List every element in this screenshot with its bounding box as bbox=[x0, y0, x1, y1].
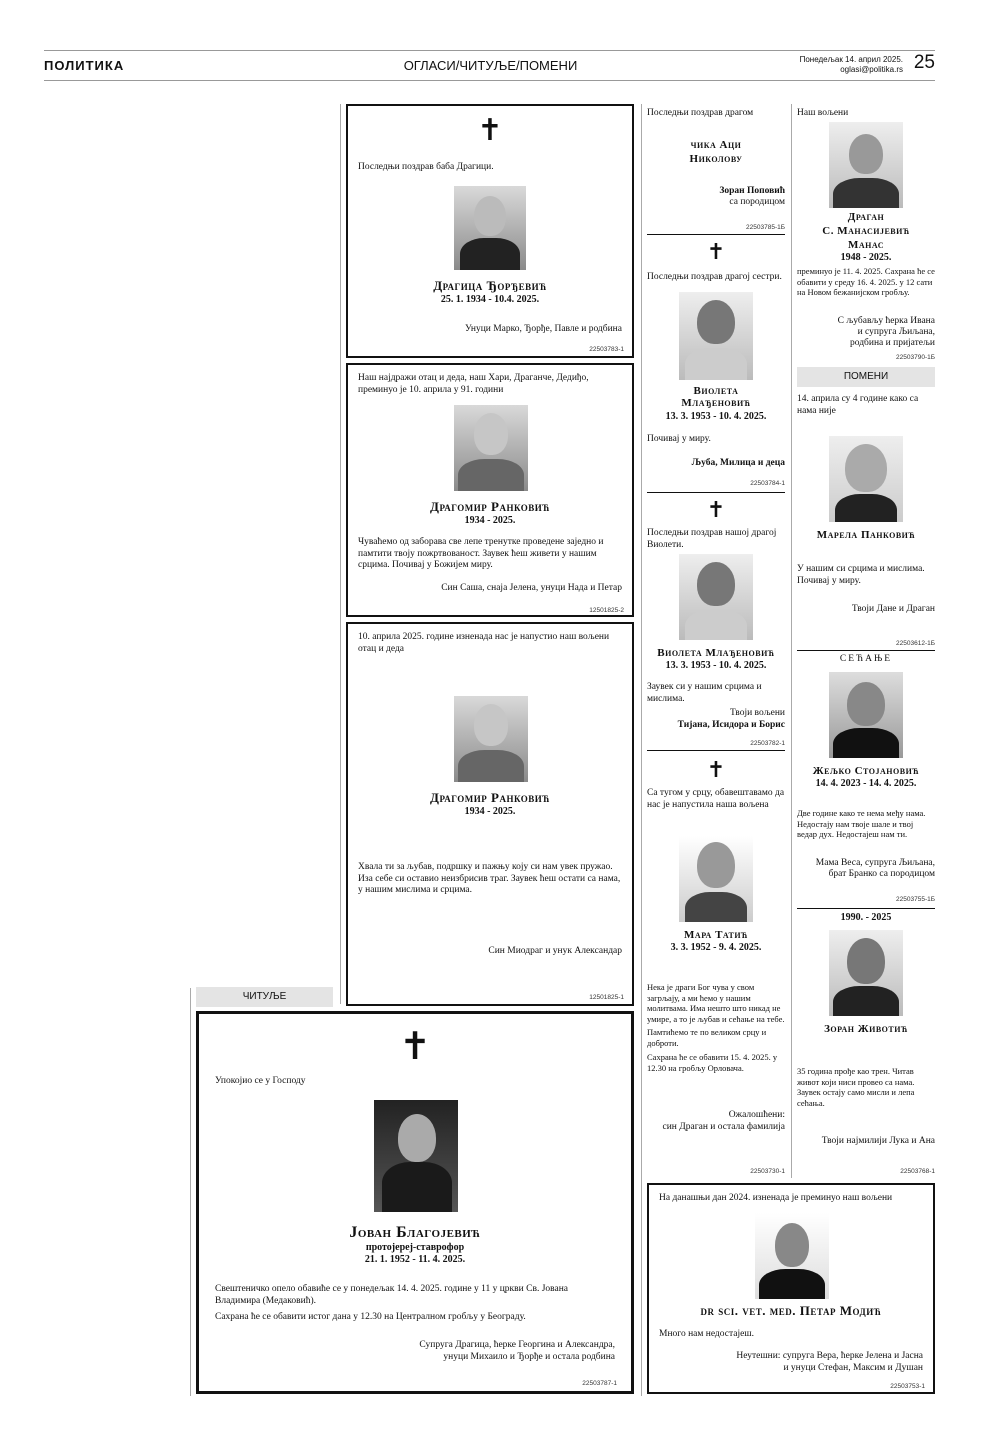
column-rule bbox=[340, 104, 341, 1004]
signature-line-1: С љубављу ћерка Ивана bbox=[837, 316, 935, 326]
intro-text: 14. априла су 4 године како са нама није bbox=[797, 394, 919, 416]
signature-line-1: Ожалошћени: bbox=[728, 1110, 785, 1120]
separator bbox=[797, 650, 935, 651]
deceased-name: Виолета Млађеновић bbox=[657, 647, 775, 659]
message-text: Почивај у миру. bbox=[647, 434, 711, 444]
life-dates: 3. 3. 1952 - 9. 4. 2025. bbox=[670, 942, 762, 953]
section-label-chitulje: ЧИТУЉЕ bbox=[196, 987, 333, 1007]
obituary-violeta-2 bbox=[647, 494, 785, 750]
ad-code: 22503783-1 bbox=[589, 346, 624, 353]
intro-text: 10. априла 2025. године изненада нас је напустио наш вољени отац и деда bbox=[358, 632, 610, 654]
cross-icon: ✝ bbox=[399, 1026, 431, 1068]
signature-line-2: са породицом bbox=[729, 197, 785, 207]
ad-code: 12501825-1 bbox=[589, 994, 624, 1001]
obituary-dragomir-2 bbox=[346, 622, 634, 1006]
message-text-2: Памтићемо те по великом срцу и доброти. bbox=[647, 1027, 767, 1048]
ad-code: 22503782-1 bbox=[750, 740, 785, 747]
life-dates: 14. 4. 2023 - 14. 4. 2025. bbox=[815, 778, 917, 789]
deceased-name: Драгица Ђорђевић bbox=[433, 278, 547, 293]
separator bbox=[647, 492, 785, 493]
memorial-heading: СЕЋАЊЕ bbox=[839, 654, 893, 664]
deceased-name: dr sci. vet. med. Петар Модић bbox=[700, 1303, 882, 1318]
message-text: преминуо је 11. 4. 2025. Сахрана ће се обавити у среду 16. 4. 2025. у 12 сати на Новом бежанијском гробљу. bbox=[797, 266, 935, 297]
signature-line-2: унуци Михаило и Ђорђе и остала родбина bbox=[443, 1352, 615, 1362]
cross-icon: ✝ bbox=[706, 239, 726, 264]
ad-code: 22503753-1 bbox=[890, 1383, 925, 1390]
portrait-photo bbox=[454, 186, 526, 270]
signature: Твоји Дане и Драган bbox=[851, 604, 935, 614]
signature: Унуци Марко, Ђорђе, Павле и родбина bbox=[464, 324, 622, 334]
deceased-name: Драгомир Ранковић bbox=[430, 499, 550, 514]
intro-text: На данашњи дан 2024. изненада је преминуо наш вољени bbox=[659, 1193, 893, 1203]
message-text-1: Нека је драги Бог чува у свом загрљају, а ми ћемо у нашим молитвама. Има нешто што никад не умире, а то је љубав и сећање на тебе. bbox=[647, 982, 785, 1024]
message-text: Две године како те нема међу нама. Недостају нам твоје шале и твој ведар дух. Недостајеш нам ти. bbox=[797, 808, 926, 839]
life-dates: 13. 3. 1953 - 10. 4. 2025. bbox=[665, 660, 767, 671]
signature-line-2: син Драган и остала фамилија bbox=[662, 1122, 785, 1132]
ad-code: 22503785-1Б bbox=[746, 224, 785, 231]
section-title: ОГЛАСИ/ЧИТУЉЕ/ПОМЕНИ bbox=[403, 58, 578, 73]
memorial-marela bbox=[797, 390, 935, 650]
burial-text: Сахрана ће се обавити истог дана у 12.30 на Централном гробљу у Београду. bbox=[215, 1312, 526, 1322]
ad-code: 12501825-2 bbox=[589, 607, 624, 614]
intro-text: Наш најдражи отац и деда, наш Хари, Драганче, Дедиђо, преминуо је 10. априла у 91. години bbox=[358, 373, 589, 395]
deceased-name-2: С. Манасијевић bbox=[822, 225, 910, 237]
intro-text: Последњи поздрав баба Драгици. bbox=[358, 162, 494, 172]
obituary-violeta-1 bbox=[647, 236, 785, 492]
signature-line-1: Мама Веса, супруга Љиљана, bbox=[815, 858, 935, 868]
signature: Син Миодраг и унук Александар bbox=[488, 946, 622, 956]
portrait-photo bbox=[454, 696, 528, 782]
cross-icon: ✝ bbox=[477, 114, 503, 147]
intro-text: Са тугом у срцу, обавештавамо да нас је напустила наша вољена bbox=[647, 788, 785, 810]
life-dates: 1948 - 2025. bbox=[840, 252, 892, 263]
signature-line-2: и супруга Љиљана, bbox=[857, 327, 935, 337]
deceased-name: Жељко Стојановић bbox=[812, 765, 920, 777]
deceased-name-1: чика Аци bbox=[690, 139, 742, 151]
signature-line-1: Твоји вољени bbox=[729, 708, 785, 718]
contact-email: oglasi@politika.rs bbox=[840, 65, 903, 74]
intro-text: Упокојио се у Господу bbox=[215, 1076, 306, 1086]
memorial-zoran bbox=[797, 910, 935, 1178]
separator bbox=[647, 750, 785, 751]
obituary-dragan bbox=[797, 104, 935, 364]
message-text: У нашим си срцима и мислима. Почивај у миру. bbox=[797, 564, 925, 586]
life-dates: 1990. - 2025 bbox=[840, 912, 892, 923]
message-text: Много нам недостајеш. bbox=[659, 1329, 754, 1339]
intro-text: Последњи поздрав драгој сестри. bbox=[647, 272, 782, 282]
deceased-name: Зоран Животић bbox=[824, 1023, 908, 1035]
signature-line-3: родбина и пријатељи bbox=[850, 338, 935, 348]
column-rule bbox=[791, 104, 792, 1178]
deceased-name: Марела Панковић bbox=[816, 529, 916, 541]
signature-line-1: Супруга Драгица, ћерке Георгина и Александра, bbox=[419, 1340, 615, 1350]
portrait-photo bbox=[374, 1100, 458, 1212]
ad-code: 22503612-1Б bbox=[896, 640, 935, 647]
signature-line-2: Тијана, Исидора и Борис bbox=[677, 720, 785, 730]
header-rule-top bbox=[44, 50, 935, 51]
life-dates: 13. 3. 1953 - 10. 4. 2025. bbox=[665, 411, 767, 422]
obituary-jovan bbox=[196, 1011, 634, 1394]
portrait-photo bbox=[679, 292, 753, 380]
ad-code: 22503768-1 bbox=[900, 1168, 935, 1175]
deceased-name-1: Драган bbox=[847, 211, 885, 223]
section-label-pomeni: ПОМЕНИ bbox=[797, 367, 935, 387]
portrait-photo bbox=[829, 436, 903, 522]
ad-code: 22503755-1Б bbox=[896, 896, 935, 903]
newspaper-logo: ПОЛИТИКА bbox=[44, 58, 125, 73]
life-dates: 1934 - 2025. bbox=[464, 515, 516, 526]
intro-text: Последњи поздрав нашој драгој Виолети. bbox=[647, 528, 777, 550]
page-number: 25 bbox=[913, 52, 935, 73]
portrait-photo bbox=[829, 672, 903, 758]
obituary-dragica bbox=[346, 104, 634, 358]
column-rule bbox=[190, 988, 191, 1396]
life-dates: 1934 - 2025. bbox=[464, 806, 516, 817]
portrait-photo bbox=[679, 836, 753, 922]
portrait-photo bbox=[454, 405, 528, 491]
message-text: Чуваћемо од заборава све лепе тренутке проведене заједно и памтити твоју пожртвованост. Заувек ћеш живети у нашим срцима. Почивај у Божијем миру. bbox=[358, 537, 604, 570]
signature: Син Саша, снаја Јелена, унуци Нада и Петар bbox=[441, 583, 622, 593]
deceased-name: Јован Благојевић bbox=[349, 1224, 481, 1241]
life-dates: 21. 1. 1952 - 11. 4. 2025. bbox=[364, 1254, 466, 1265]
ad-code: 22503730-1 bbox=[750, 1168, 785, 1175]
portrait-photo bbox=[829, 930, 903, 1016]
separator bbox=[797, 908, 935, 909]
message-text: 35 година прође као трен. Читав живот који ниси провео са нама. Заувек остају само мисли и лепа сећања. bbox=[797, 1066, 915, 1108]
obituary-mara bbox=[647, 752, 785, 1178]
portrait-photo bbox=[755, 1213, 829, 1299]
obituary-aca bbox=[647, 104, 785, 234]
cross-icon: ✝ bbox=[706, 757, 726, 782]
ad-code: 22503784-1 bbox=[750, 480, 785, 487]
burial-text: Сахрана ће се обавити 15. 4. 2025. у 12.30 на гробљу Орловача. bbox=[647, 1052, 778, 1073]
deceased-name: Мара Татић bbox=[684, 929, 748, 941]
memorial-petar bbox=[647, 1183, 935, 1394]
life-dates: 25. 1. 1934 - 10.4. 2025. bbox=[440, 294, 540, 305]
deceased-name-2: Николову bbox=[689, 153, 743, 165]
signature: Твоји најмилији Лука и Ана bbox=[821, 1136, 935, 1146]
obituary-dragomir-1 bbox=[346, 363, 634, 617]
memorial-zeljko bbox=[797, 652, 935, 908]
message-text: Заувек си у нашим срцима и мислима. bbox=[647, 682, 762, 704]
deceased-name: Драгомир Ранковић bbox=[430, 790, 550, 805]
message-text: Хвала ти за љубав, подршку и пажњу коју си нам увек пружао. Иза себе си оставио неизбрисив траг. Заувек ћеш остати са нама, у нашим мислима и срцима. bbox=[358, 862, 621, 895]
intro-text: Последњи поздрав драгом bbox=[647, 108, 754, 118]
deceased-name-1: Виолета bbox=[693, 385, 739, 397]
issue-date-text: Понедељак 14. април 2025. bbox=[799, 55, 903, 64]
deceased-title: протојереј-ставрофор bbox=[365, 1242, 465, 1253]
ad-code: 22503790-1Б bbox=[896, 354, 935, 361]
portrait-photo bbox=[829, 122, 903, 208]
header-rule-bottom bbox=[44, 80, 935, 81]
signature-line-2: и унуци Стефан, Максим и Душан bbox=[783, 1363, 923, 1373]
cross-icon: ✝ bbox=[706, 497, 726, 522]
deceased-name-2: Млађеновић bbox=[681, 397, 751, 409]
signature-line-1: Неутешни: супруга Вера, ћерке Јелена и Јасна bbox=[736, 1351, 923, 1361]
column-rule bbox=[641, 104, 642, 1396]
issue-date bbox=[800, 55, 903, 75]
deceased-name-3: Манас bbox=[847, 239, 885, 251]
signature-line-2: брат Бранко са породицом bbox=[828, 869, 935, 879]
ad-code: 22503787-1 bbox=[582, 1380, 617, 1387]
signature-line-1: Зоран Поповић bbox=[719, 186, 785, 196]
funeral-service-text: Свештеничко опело обавиће се у понедељак 14. 4. 2025. године у 11 у цркви Св. Јована Владимира (Медаковић). bbox=[215, 1284, 569, 1306]
signature: Љуба, Милица и деца bbox=[691, 458, 785, 468]
portrait-photo bbox=[679, 554, 753, 640]
separator bbox=[647, 234, 785, 235]
intro-text: Наш вољени bbox=[797, 108, 849, 118]
